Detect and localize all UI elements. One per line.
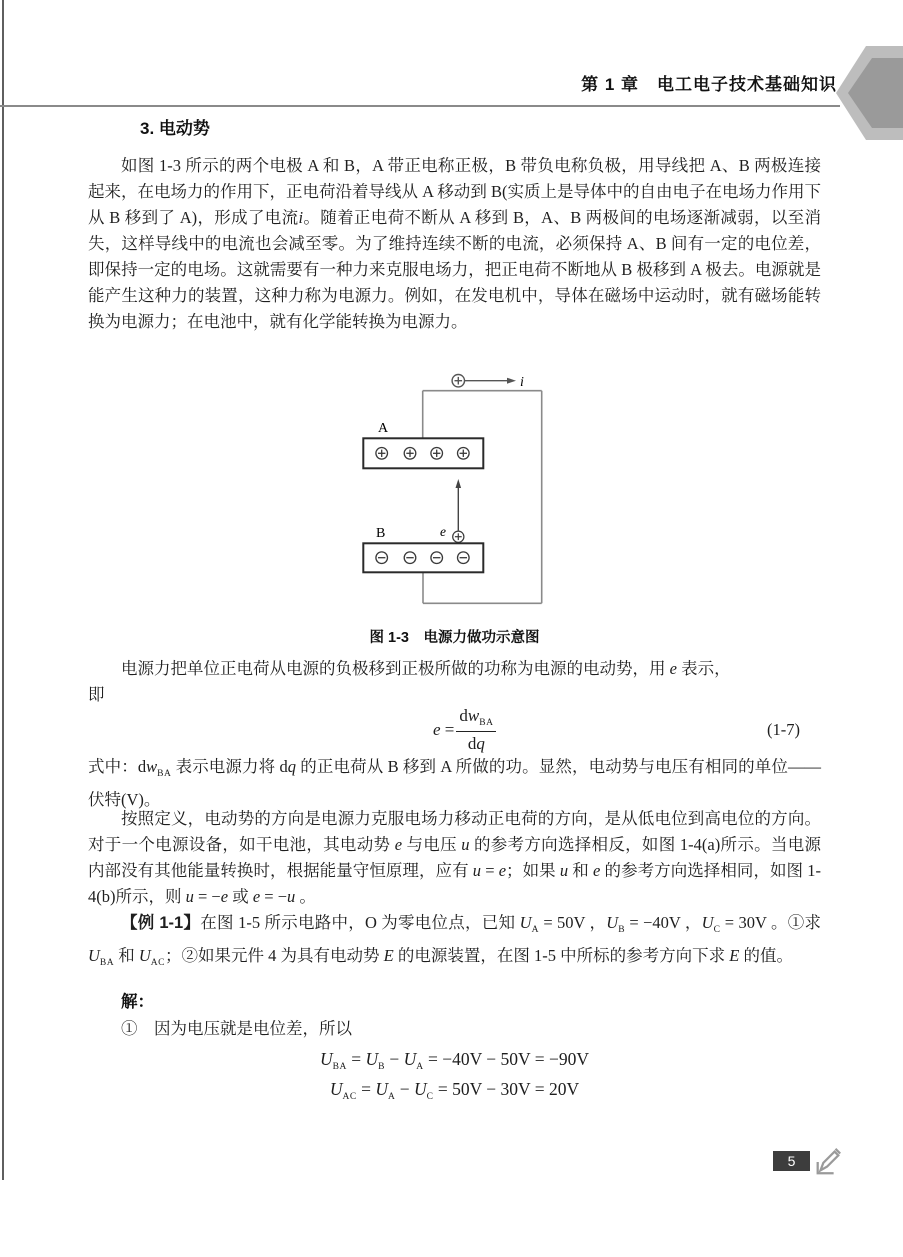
solution-label: 解： <box>121 993 154 1011</box>
page-number-badge <box>773 1151 810 1171</box>
equation-fraction <box>456 705 496 754</box>
section-heading: 3. 电动势 <box>140 119 210 138</box>
paragraph-intro: 如图 1-3 所示的两个电极 A 和 B，A 带正电称正极，B 带负电称负极，用导线把 A、B 两极连接起来，在电场力的作用下，正电荷沿着导线从 A 移动到 B(实质上是导体中的自由电子在电场力作用下从 B 移到了 A)，形成了电流i。随着正电荷不断从 A 移到 B，A、B 两极间的电场逐渐减弱，以至消失，这样导线中的电流也会减至零。为了维持连续不断的电流，必须保持 A、B 间有一定的电位差，即保持一定的电场。这就需要有一种力来克服电场力，把正电荷不断地从 B 极移到 A 极去。电源就是能产生这种力的装置，这种力称为电源力。例如，在发电机中，导体在磁场中运动时，就有磁场能转换为电源力；在电池中，就有化学能转换为电源力。 <box>88 156 821 331</box>
figure-1-3 <box>330 368 652 616</box>
fraction-denominator: dq <box>467 734 485 754</box>
corner-decoration-icon <box>836 46 903 140</box>
emf-label: e <box>440 524 446 539</box>
emf-arrowhead <box>456 479 462 488</box>
page-left-edge-line <box>2 0 4 1180</box>
figure-caption: 图 1-3 电源力做功示意图 <box>369 630 540 646</box>
fraction-numerator: $dw_{BA}$ <box>456 705 496 732</box>
solution-step-1: ① 因为电压就是电位差，所以 <box>121 1019 352 1038</box>
current-arrowhead <box>507 378 516 384</box>
positive-charge-icons <box>376 448 469 460</box>
equation-lhs: e = <box>433 720 455 739</box>
solution-equation-uba: $U_{BA} = U_B - U_A = -40V - 50V = -90V$ <box>320 1049 589 1072</box>
paragraph-emf-direction: 按照定义，电动势的方向是电源力克服电场力移动正电荷的方向，是从低电位到高电位的方向。对于一个电源设备，如干电池，其电动势 e 与电压 u 的参考方向选择相反，如图 1-4(a)所示。当电源内部没有其他能量转换时，根据能量守恒原理，应有 u = e；如果 u 和 e 的参考方向选择相同，如图 1-4(b)所示，则 u = −e 或 e = −u 。 <box>88 809 822 906</box>
solution-equation-uac: $U_{AC} = U_A - U_C = 50V - 30V = 20V$ <box>329 1079 580 1102</box>
paragraph-example-1-1: 【例 1-1】在图 1-5 所示电路中，O 为零电位点，已知 $U_A = 50V$ ，$U_B = -40V$ ，$U_C = 30V$ 。①求 $U_{BA}$ 和 $U_{AC}$；②如果元件 4 为具有电动势 E 的电源装置，在图 1-5 中所标的参考方向下求 E 的值。 <box>88 913 821 968</box>
emf-arrow <box>456 479 462 531</box>
current-label: i <box>520 375 524 390</box>
chapter-header-title: 第 1 章 电工电子技术基础知识 <box>581 75 837 94</box>
equation-1-7 <box>88 704 821 756</box>
electrode-a-label: A <box>378 421 389 436</box>
paragraph-formula-note: 式中：$dw_{BA}$ 表示电源力将 dq 的正电荷从 B 移到 A 所做的功。显然，电动势与电压有相同的单位——伏特(V)。 <box>88 757 822 809</box>
paragraph-emf-definition: 电源力把单位正电荷从电源的负极移到正极所做的功称为电源的电动势，用 e 表示， <box>121 659 731 678</box>
moving-positive-charge-icon <box>452 375 516 387</box>
page-number: 5 <box>787 1153 796 1169</box>
equation-number: (1-7) <box>767 720 800 739</box>
paragraph-emf-definition-cont: 即 <box>88 685 105 704</box>
negative-charge-icons <box>376 552 469 564</box>
emf-diagram <box>330 368 652 616</box>
electrode-b-label: B <box>376 526 386 541</box>
emf-positive-charge-icon <box>453 531 464 542</box>
publisher-pencil-icon <box>813 1146 843 1176</box>
page-content <box>88 0 821 1257</box>
